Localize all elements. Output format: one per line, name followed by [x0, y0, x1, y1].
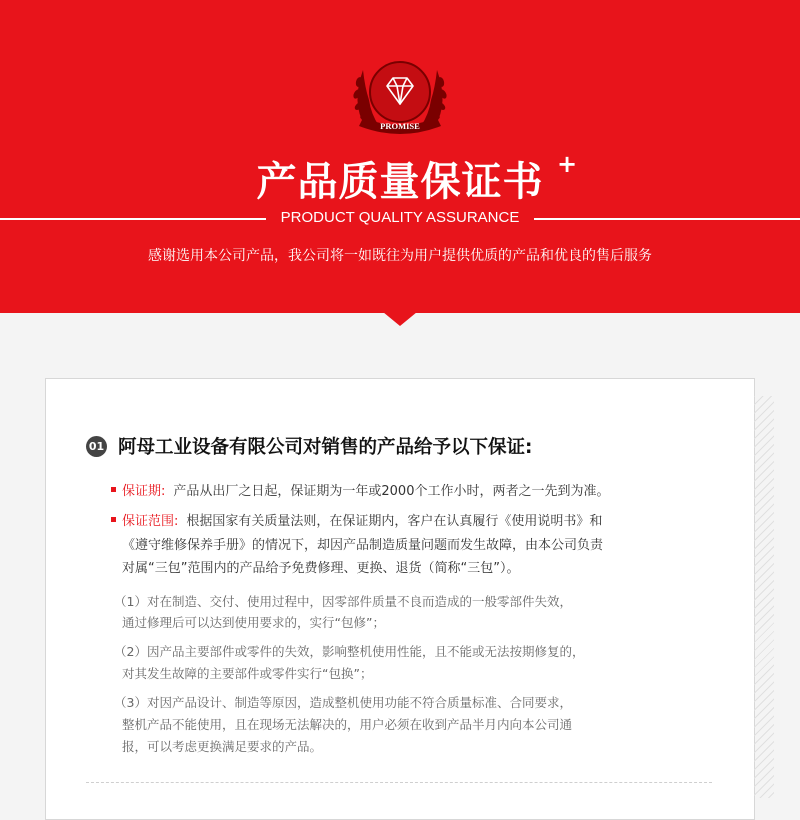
page-title: 产品质量保证书	[256, 159, 544, 205]
decorative-stripes	[754, 396, 774, 798]
title-plus: +	[557, 150, 578, 178]
warranty-scope-line: 根据国家有关质量法则，在保证期内，客户在认真履行《使用说明书》和	[186, 514, 603, 529]
section-number-badge: 01	[86, 436, 107, 457]
divider-left	[0, 218, 266, 220]
banner-notch	[383, 312, 417, 326]
promise-emblem-icon	[345, 48, 455, 148]
divider-right	[534, 218, 800, 220]
dashed-divider	[86, 782, 712, 783]
warranty-scope-label: 保证范围:	[122, 514, 179, 529]
emblem-text: PROMISE	[380, 121, 420, 131]
clause-1-line: （1）对在制造、交付、使用过程中，因零部件质量不良而造成的一般零部件失效，	[114, 594, 572, 609]
warranty-period-label: 保证期:	[122, 484, 166, 499]
clause-3-line: 报，可以考虑更换满足要求的产品。	[122, 739, 323, 754]
clause-1-line: 通过修理后可以达到使用要求的，实行“包修”；	[122, 615, 385, 630]
section-heading: 阿母工业设备有限公司对销售的产品给予以下保证:	[118, 437, 533, 458]
clause-3-line: （3）对因产品设计、制造等原因，造成整机使用功能不符合质量标准、合同要求，	[114, 695, 572, 710]
warranty-scope-line: 《遵守维修保养手册》的情况下，却因产品制造质量问题而发生故障，由本公司负责	[122, 538, 604, 553]
warranty-scope-first-line	[122, 510, 602, 529]
clause-2-line: （2）因产品主要部件或零件的失效，影响整机使用性能，且不能或无法按期修复的，	[114, 644, 585, 659]
warranty-period-text: 产品从出厂之日起，保证期为一年或2000个工作小时，两者之一先到为准。	[173, 484, 610, 499]
page-subtitle: PRODUCT QUALITY ASSURANCE	[280, 209, 520, 226]
warranty-period	[122, 480, 609, 499]
clause-2-line: 对其发生故障的主要部件或零件实行“包换”；	[122, 666, 373, 681]
clause-3-line: 整机产品不能使用，且在现场无法解决的，用户必须在收到产品半月内向本公司通	[122, 717, 573, 732]
warranty-scope-line: 对属“三包”范围内的产品给予免费修理、更换、退货（简称“三包”）。	[122, 561, 520, 576]
slogan: 感谢选用本公司产品，我公司将一如既往为用户提供优质的产品和优良的售后服务	[148, 248, 652, 264]
bullet-period	[111, 487, 116, 492]
bullet-scope	[111, 517, 116, 522]
